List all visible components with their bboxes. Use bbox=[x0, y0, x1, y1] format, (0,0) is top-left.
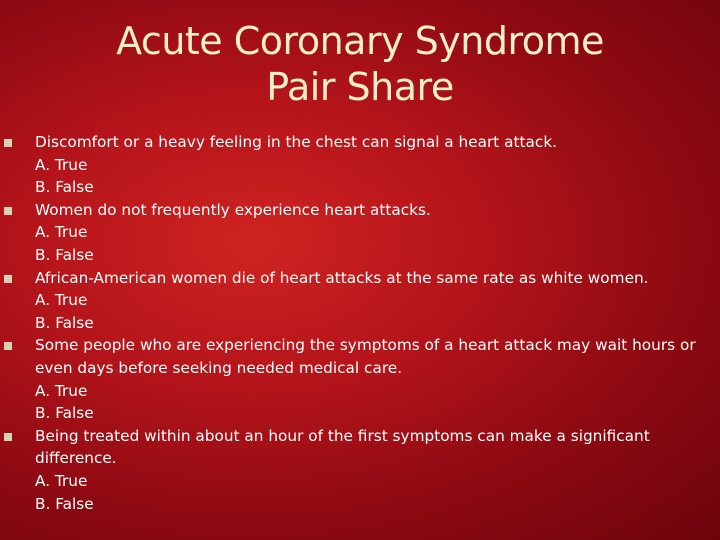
question-item bbox=[0, 267, 720, 335]
answer-option-a: A. True bbox=[35, 291, 88, 310]
square-bullet-icon bbox=[4, 275, 12, 283]
slide-title bbox=[0, 18, 720, 110]
answer-option-a: A. True bbox=[35, 223, 88, 242]
question-item bbox=[0, 199, 720, 267]
answer-option-b: B. False bbox=[35, 404, 94, 423]
answer-option-b: B. False bbox=[35, 245, 94, 264]
answer-option-b: B. False bbox=[35, 494, 94, 513]
square-bullet-icon bbox=[4, 342, 12, 350]
question-item bbox=[0, 334, 720, 424]
answer-option-a: A. True bbox=[35, 471, 88, 490]
question-text: African-American women die of heart attacks at the same rate as white women. bbox=[35, 268, 649, 287]
question-text: Discomfort or a heavy feeling in the chest can signal a heart attack. bbox=[35, 133, 558, 151]
answer-option-b: B. False bbox=[35, 178, 94, 197]
question-item bbox=[0, 425, 720, 515]
question-item bbox=[0, 131, 720, 199]
square-bullet-icon bbox=[4, 139, 12, 147]
answer-option-b: B. False bbox=[35, 313, 94, 332]
slide-title-line-2: Pair Share bbox=[266, 65, 454, 109]
question-list bbox=[0, 131, 720, 515]
square-bullet-icon bbox=[4, 207, 12, 215]
answer-option-a: A. True bbox=[35, 381, 88, 400]
question-text: Women do not frequently experience heart attacks. bbox=[35, 200, 431, 219]
answer-option-a: A. True bbox=[35, 155, 88, 174]
slide-title-line-1: Acute Coronary Syndrome bbox=[116, 19, 604, 63]
question-text: Some people who are experiencing the symptoms of a heart attack may wait hours or even days before seeking needed medical care. bbox=[35, 336, 696, 377]
square-bullet-icon bbox=[4, 433, 12, 441]
question-text: Being treated within about an hour of the first symptoms can make a significant difference. bbox=[35, 426, 650, 468]
